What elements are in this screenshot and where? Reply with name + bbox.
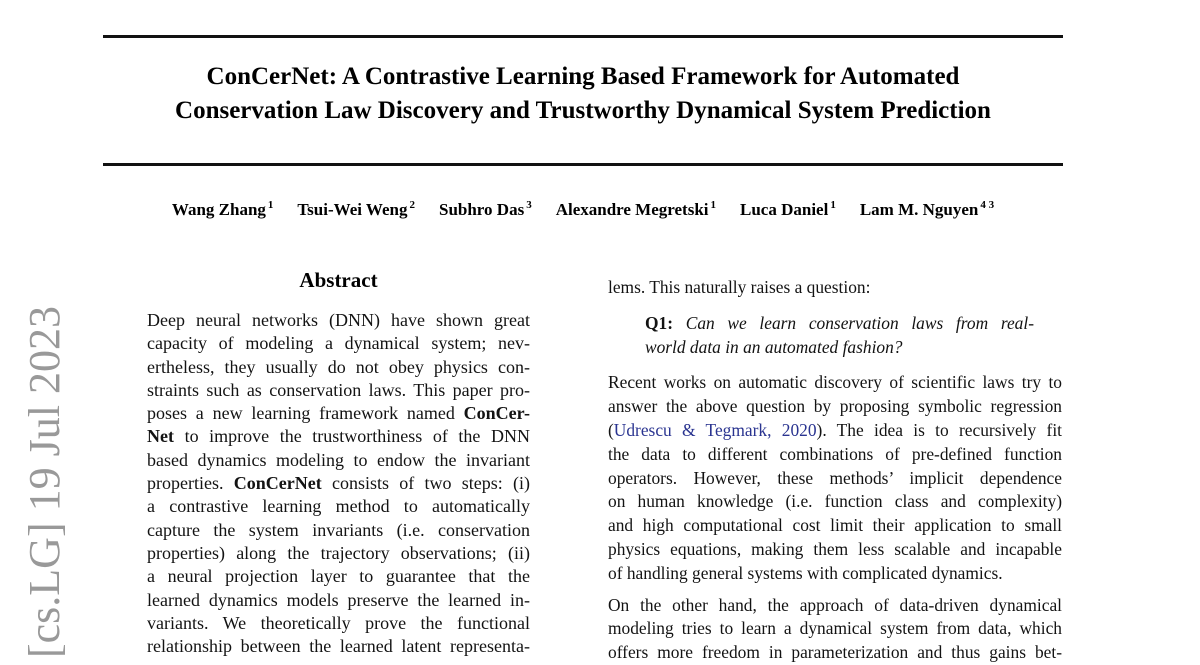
- paragraph: [608, 371, 1062, 585]
- author-name: Wang Zhang: [171, 200, 266, 219]
- author-affiliation-superscript: 3: [526, 199, 532, 211]
- author: [740, 198, 836, 224]
- citation-link-udrescu-tegmark[interactable]: Udrescu & Tegmark, 2020: [613, 419, 817, 440]
- text-line: properties. ConCerNet consists of two steps: (i): [147, 473, 530, 494]
- intro-column: [608, 276, 1062, 665]
- text-line: properties) along the trajectory observations; (ii): [147, 542, 530, 563]
- author-affiliation-superscript: 1: [830, 199, 836, 211]
- arxiv-stamp: [cs.LG] 19 Jul 2023: [20, 306, 69, 658]
- text-line: and high computational cost limit their application to small: [608, 515, 1062, 536]
- author-affiliation-superscript: 1: [710, 199, 717, 211]
- text-line: Deep neural networks (DNN) have shown great: [147, 310, 530, 330]
- paper-title: [120, 60, 1046, 128]
- text-line: Recent works on automatic discovery of scientific laws try to: [608, 372, 1062, 393]
- author-affiliation-superscript: 2: [409, 199, 415, 211]
- abstract-heading: Abstract: [299, 268, 378, 292]
- author: [860, 198, 994, 224]
- text-line: on human knowledge (i.e. function class and complexity): [608, 491, 1062, 512]
- author-affiliation-superscript: 1: [267, 199, 274, 211]
- author: [439, 198, 532, 224]
- text-line: based dynamics modeling to endow the invariant: [147, 449, 530, 470]
- text-line: variants. We theoretically prove the functional: [147, 612, 530, 633]
- author-name: Subhro Das: [438, 200, 525, 219]
- title-top-rule: [103, 35, 1063, 38]
- text-line: lems. This naturally raises a question:: [608, 277, 871, 297]
- text-line: relationship between the learned latent representa-: [147, 636, 530, 657]
- text-line: a contrastive learning method to automatically: [147, 496, 530, 517]
- paper-title-line2: Conservation Law Discovery and Trustworthy Dynamical System Prediction: [175, 97, 991, 124]
- text-line: of handling general systems with complicated dynamics.: [608, 562, 1003, 583]
- text-line: modeling tries to learn a dynamical system from data, which: [608, 618, 1062, 639]
- text-line: Net to improve the trustworthiness of the DNN: [147, 426, 530, 447]
- author-name: Alexandre Megretski: [555, 200, 709, 219]
- paragraph: [608, 594, 1062, 665]
- text-line: offers more freedom in parameterization and thus gains bet-: [608, 642, 1062, 663]
- paragraph: [608, 276, 1062, 300]
- paragraph: [608, 312, 1062, 360]
- author: [297, 198, 415, 224]
- text-line: Q1: Can we learn conservation laws from real-: [645, 312, 1034, 333]
- author: [556, 198, 716, 224]
- author: [172, 198, 274, 224]
- text-line: learned dynamics models preserve the learned in-: [147, 589, 530, 610]
- text-line: physics equations, making them less scalable and incapable: [608, 538, 1062, 559]
- author-name: Tsui-Wei Weng: [297, 200, 408, 219]
- text-line: (Udrescu & Tegmark, 2020). The idea is to recursively fit: [608, 419, 1063, 440]
- text-line: capture the system invariants (i.e. conservation: [147, 519, 530, 540]
- author-affiliation-superscript: 4 3: [980, 199, 995, 211]
- author-name: Luca Daniel: [740, 200, 829, 219]
- text-line: ertheless, they usually do not obey physics con-: [147, 356, 530, 377]
- text-line: capacity of modeling a dynamical system; nev-: [147, 333, 530, 354]
- authors-line: [103, 198, 1063, 224]
- abstract-section: [147, 268, 530, 658]
- text-line: On the other hand, the approach of data-driven dynamical: [608, 594, 1062, 615]
- text-line: world data in an automated fashion?: [645, 336, 903, 357]
- text-line: operators. However, these methods’ implicit dependence: [608, 467, 1062, 488]
- text-line: straints such as conservation laws. This paper pro-: [147, 379, 530, 400]
- paper-title-line1: ConCerNet: A Contrastive Learning Based Framework for Automated: [206, 63, 960, 90]
- abstract-text: [147, 309, 530, 658]
- text-line: a neural projection layer to guarantee that the: [147, 566, 530, 587]
- text-line: answer the above question by proposing symbolic regression: [608, 396, 1062, 417]
- text-line: poses a new learning framework named ConCer-: [147, 403, 530, 424]
- author-name: Lam M. Nguyen: [859, 200, 979, 219]
- text-line: the data to different combinations of pre-defined function: [608, 443, 1062, 464]
- title-bottom-rule: [103, 163, 1063, 166]
